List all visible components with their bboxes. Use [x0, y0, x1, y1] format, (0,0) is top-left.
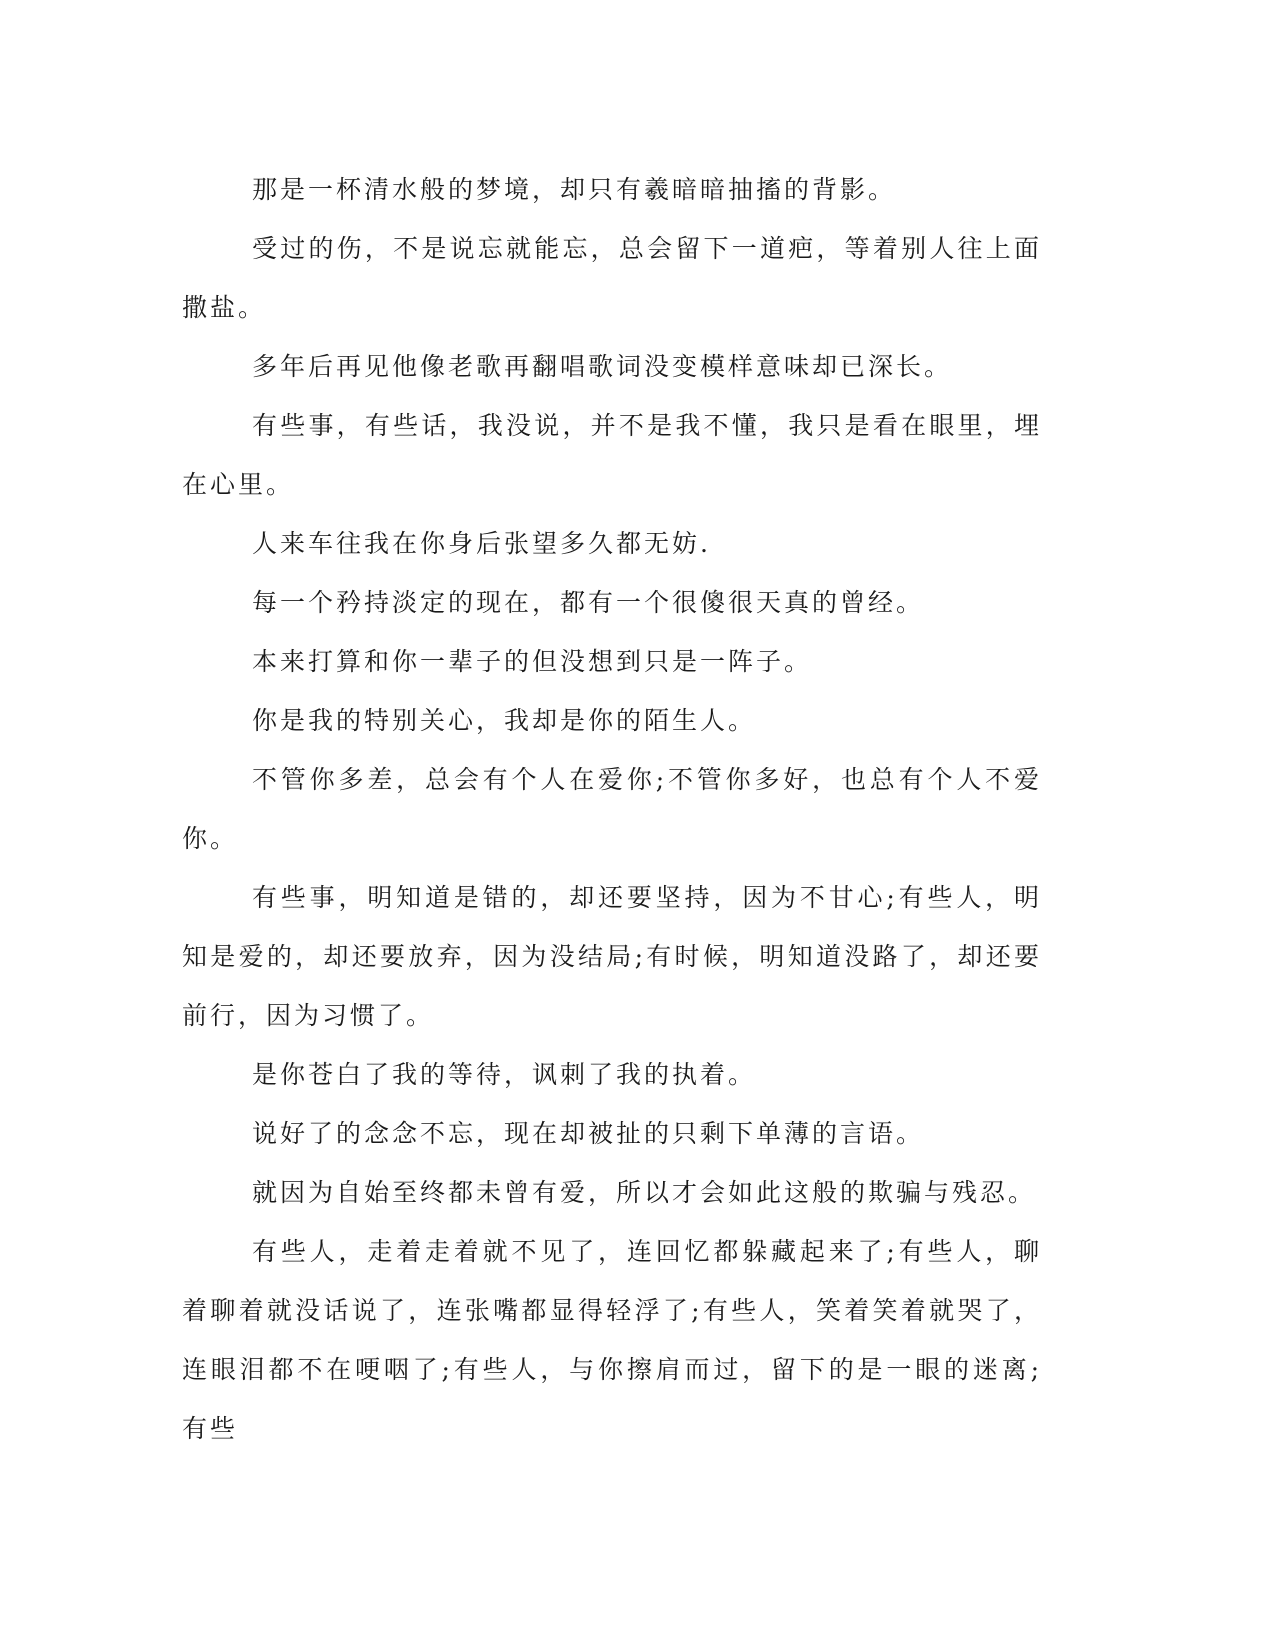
paragraph: 有些人，走着走着就不见了，连回忆都躲藏起来了;有些人，聊着聊着就没话说了，连张嘴都显得轻浮了;有些人，笑着笑着就哭了，连眼泪都不在哽咽了;有些人，与你擦肩而过，留下的是一眼的迷离;有些 — [182, 1237, 1042, 1443]
paragraph: 每一个矜持淡定的现在，都有一个很傻很天真的曾经。 — [252, 588, 925, 617]
paragraph: 你是我的特别关心，我却是你的陌生人。 — [252, 706, 757, 735]
document-body — [182, 160, 1042, 1458]
paragraph: 人来车往我在你身后张望多久都无妨. — [252, 529, 711, 558]
paragraph: 就因为自始至终都未曾有爱，所以才会如此这般的欺骗与残忍。 — [252, 1178, 1037, 1207]
paragraph: 本来打算和你一辈子的但没想到只是一阵子。 — [252, 647, 813, 676]
paragraph: 不管你多差，总会有个人在爱你;不管你多好，也总有个人不爱你。 — [182, 765, 1042, 853]
paragraph: 受过的伤，不是说忘就能忘，总会留下一道疤，等着别人往上面撒盐。 — [182, 234, 1042, 322]
paragraph: 说好了的念念不忘，现在却被扯的只剩下单薄的言语。 — [252, 1119, 925, 1148]
paragraph: 有些事，明知道是错的，却还要坚持，因为不甘心;有些人，明知是爱的，却还要放弃，因为没结局;有时候，明知道没路了，却还要前行，因为习惯了。 — [182, 883, 1042, 1030]
paragraph: 有些事，有些话，我没说，并不是我不懂，我只是看在眼里，埋在心里。 — [182, 411, 1042, 499]
paragraph: 多年后再见他像老歌再翻唱歌词没变模样意味却已深长。 — [252, 352, 953, 381]
paragraph: 那是一杯清水般的梦境，却只有羲暗暗抽搐的背影。 — [252, 175, 897, 204]
paragraph: 是你苍白了我的等待，讽刺了我的执着。 — [252, 1060, 757, 1089]
